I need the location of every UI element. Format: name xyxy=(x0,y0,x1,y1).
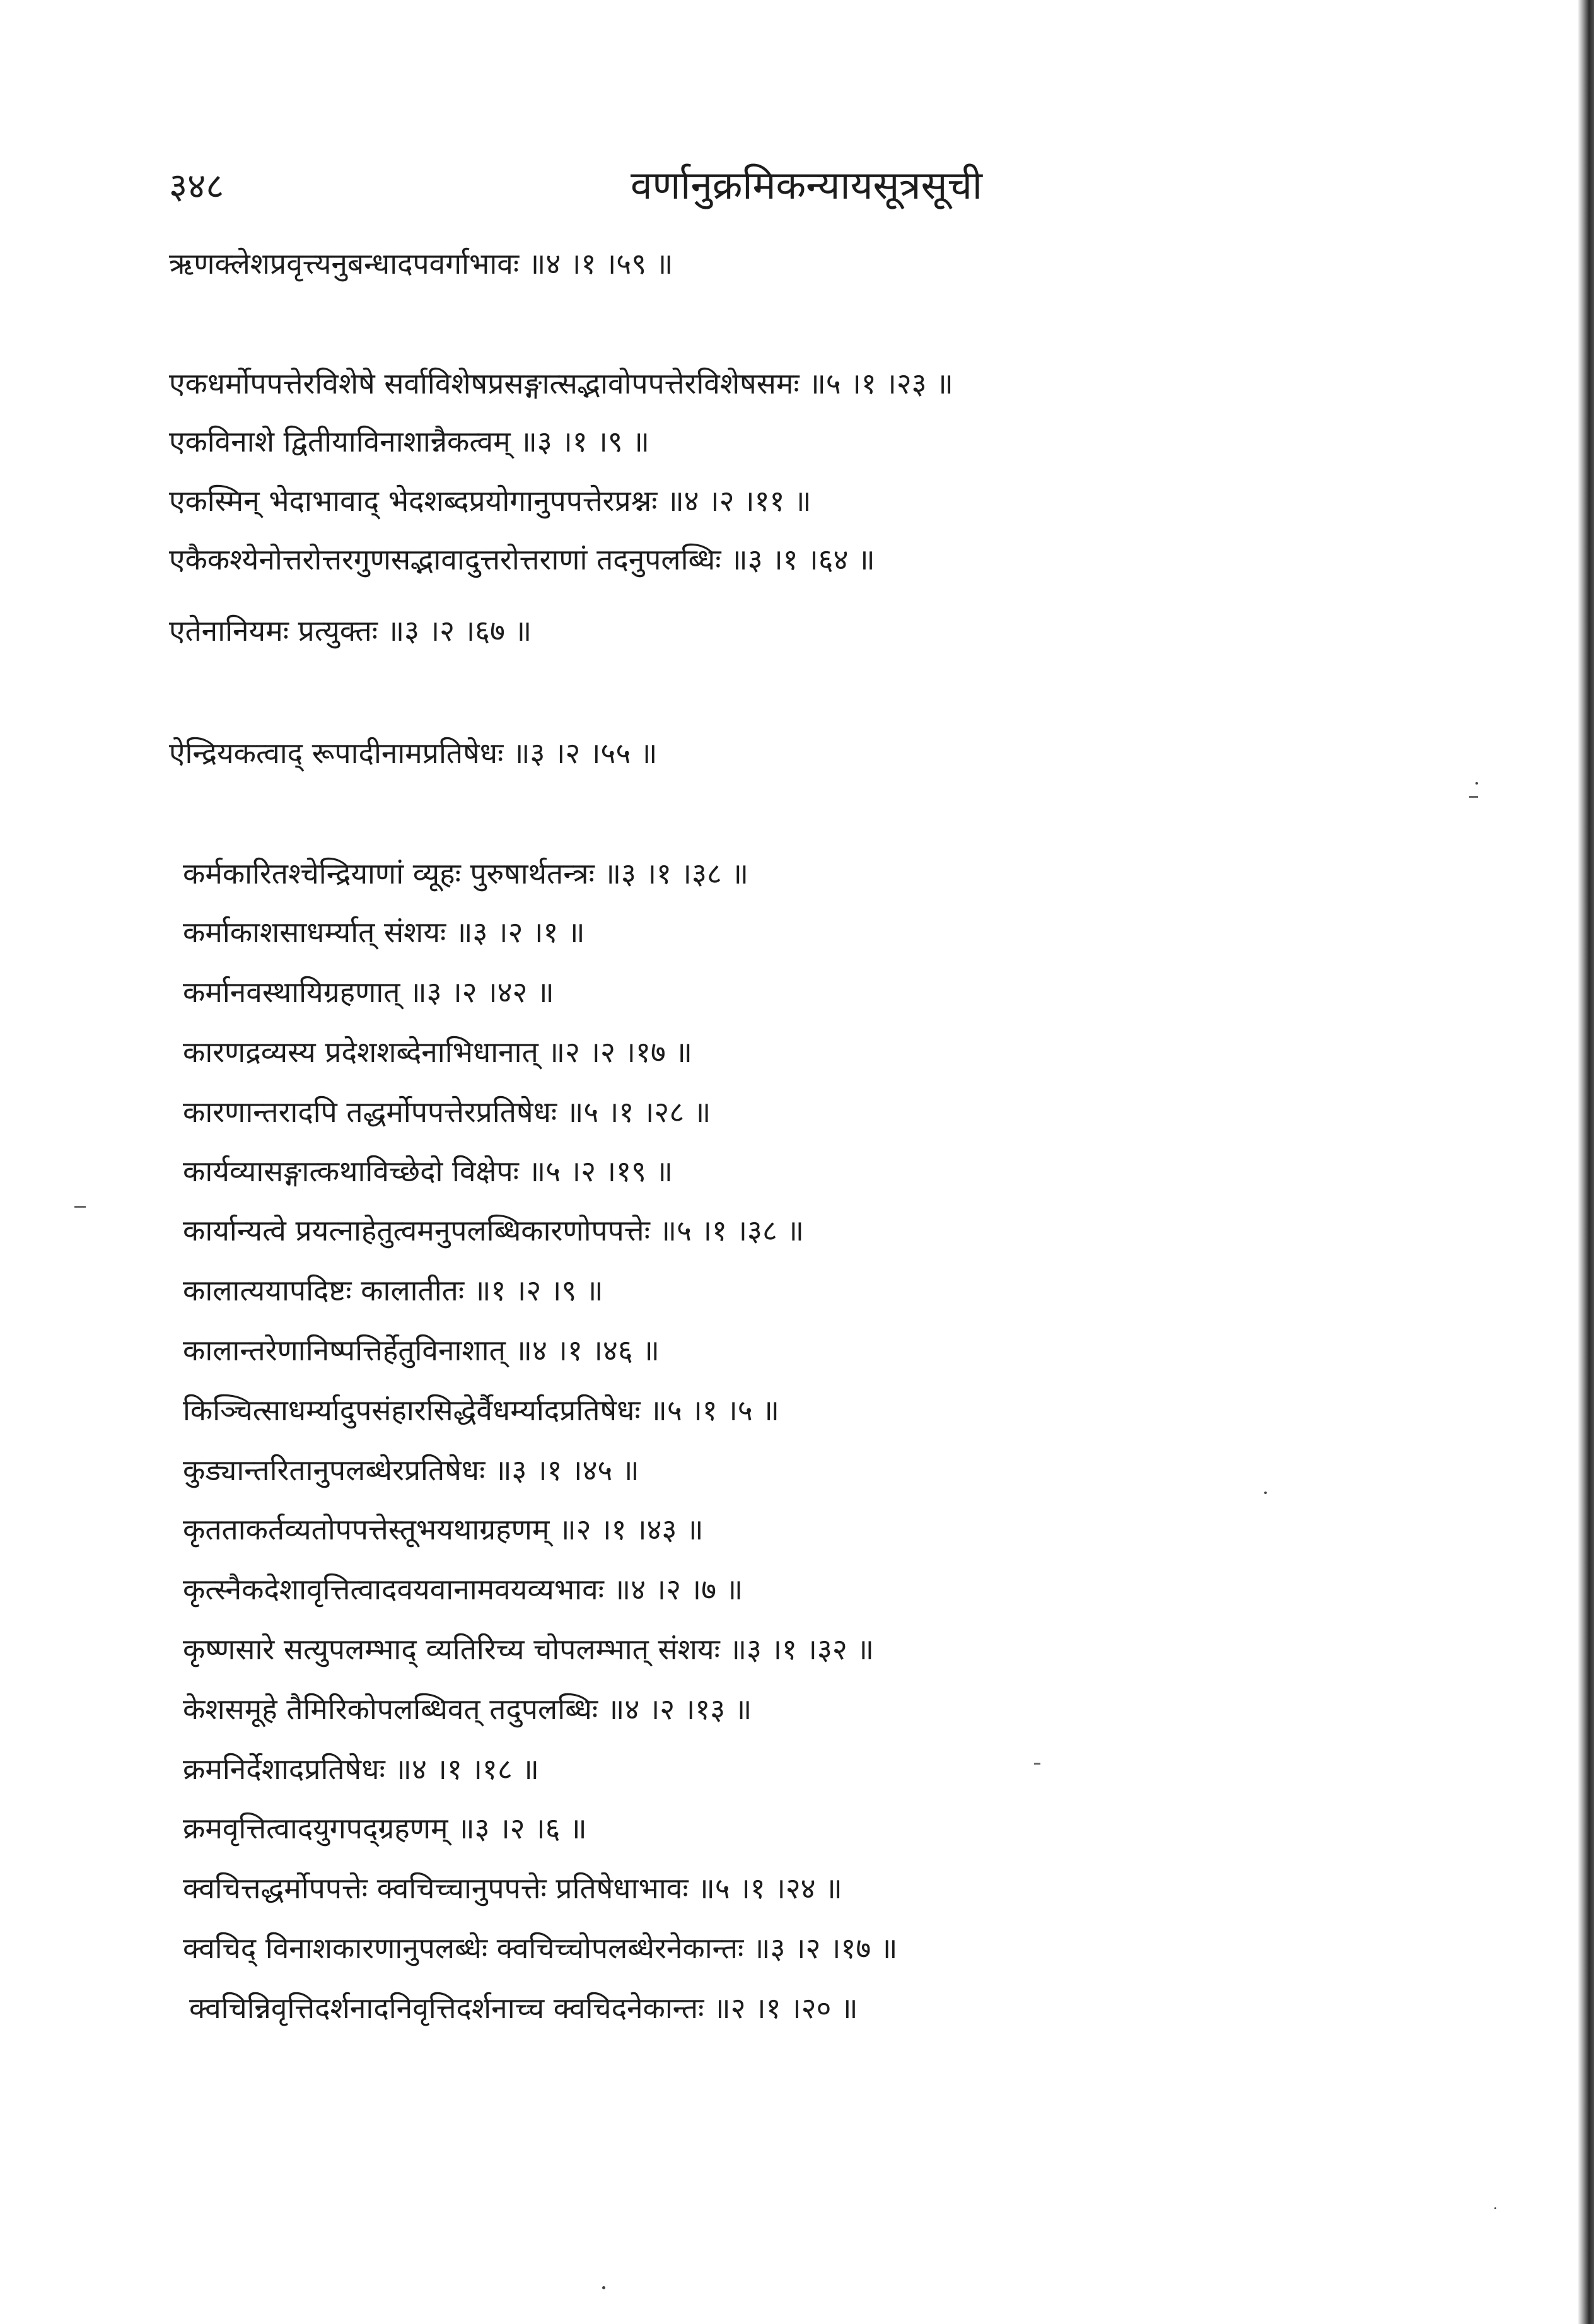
list-item: ऋणक्लेशप्रवृत्त्यनुबन्धादपवर्गाभावः ॥४ ।१ ।५९ ॥ xyxy=(169,247,673,281)
page-title: वर्णानुक्रमिकन्यायसूत्रसूची xyxy=(631,162,982,208)
list-item: क्वचिन्निवृत्तिदर्शनादनिवृत्तिदर्शनाच्च क्वचिदनेकान्तः ॥२ ।१ ।२० ॥ xyxy=(189,1991,858,2025)
list-item: कार्यव्यासङ्गात्कथाविच्छेदो विक्षेपः ॥५ ।२ ।१९ ॥ xyxy=(183,1154,673,1188)
list-item: कालान्तरेणानिष्पत्तिर्हेतुविनाशात् ॥४ ।१ ।४६ ॥ xyxy=(183,1333,660,1367)
scan-speck xyxy=(1264,1492,1267,1494)
list-item: क्वचित्तद्धर्मोपपत्तेः क्वचिच्चानुपपत्तेः प्रतिषेधाभावः ॥५ ।१ ।२४ ॥ xyxy=(183,1871,842,1905)
scan-mark xyxy=(74,1206,86,1208)
scan-edge-shadow xyxy=(1578,0,1594,2324)
list-item: केशसमूहे तैमिरिकोपलब्धिवत् तदुपलब्धिः ॥४ ।२ ।१३ ॥ xyxy=(183,1692,752,1726)
list-item: कार्यान्यत्वे प्रयत्नाहेतुत्वमनुपलब्धिकारणोपपत्तेः ॥५ ।१ ।३८ ॥ xyxy=(183,1213,805,1247)
list-item: क्रमनिर्देशादप्रतिषेधः ॥४ ।१ ।१८ ॥ xyxy=(183,1752,539,1786)
scan-speck xyxy=(1494,2207,1496,2209)
page-number: ३४८ xyxy=(169,166,224,207)
scan-mark xyxy=(1034,1763,1040,1765)
list-item: किञ्चित्साधर्म्यादुपसंहारसिद्धेर्वैधर्म्यादप्रतिषेधः ॥५ ।१ ।५ ॥ xyxy=(183,1393,779,1427)
list-item: एकैकश्येनोत्तरोत्तरगुणसद्भावादुत्तरोत्तराणां तदनुपलब्धिः ॥३ ।१ ।६४ ॥ xyxy=(169,542,875,576)
list-item: कर्मानवस्थायिग्रहणात् ॥३ ।२ ।४२ ॥ xyxy=(183,975,554,1009)
list-item: एकधर्मोपपत्तेरविशेषे सर्वाविशेषप्रसङ्गात्सद्भावोपपत्तेरविशेषसमः ॥५ ।१ ।२३ ॥ xyxy=(169,366,953,400)
list-item: कर्मकारितश्चेन्द्रियाणां व्यूहः पुरुषार्थतन्त्रः ॥३ ।१ ।३८ ॥ xyxy=(183,856,749,890)
list-item: क्रमवृत्तित्वादयुगपद्ग्रहणम् ॥३ ।२ ।६ ॥ xyxy=(183,1811,587,1845)
list-item: कृष्णसारे सत्युपलम्भाद् व्यतिरिच्य चोपलम्भात् संशयः ॥३ ।१ ।३२ ॥ xyxy=(183,1632,874,1666)
list-item: एकविनाशे द्वितीयाविनाशान्नैकत्वम् ॥३ ।१ ।९ ॥ xyxy=(169,424,649,458)
list-item: कारणान्तरादपि तद्धर्मोपपत्तेरप्रतिषेधः ॥५ ।१ ।२८ ॥ xyxy=(183,1095,711,1129)
list-item: एकस्मिन् भेदाभावाद् भेदशब्दप्रयोगानुपपत्तेरप्रश्नः ॥४ ।२ ।११ ॥ xyxy=(169,484,812,518)
list-item: कर्माकाशसाधर्म्यात् संशयः ॥३ ।२ ।१ ॥ xyxy=(183,915,585,949)
list-item: कुड्यान्तरितानुपलब्धेरप्रतिषेधः ॥३ ।१ ।४५ ॥ xyxy=(183,1453,639,1487)
scan-mark xyxy=(1469,796,1478,798)
list-item: कृतताकर्तव्यतोपपत्तेस्तूभयथाग्रहणम् ॥२ ।१ ।४३ ॥ xyxy=(183,1512,704,1546)
list-item: कृत्स्नैकदेशावृत्तित्वादवयवानामवयव्यभावः ॥४ ।२ ।७ ॥ xyxy=(183,1572,743,1606)
list-item: ऐन्द्रियकत्वाद् रूपादीनामप्रतिषेधः ॥३ ।२ ।५५ ॥ xyxy=(169,736,658,770)
list-item: कालात्ययापदिष्टः कालातीतः ॥१ ।२ ।९ ॥ xyxy=(183,1273,603,1307)
list-item: एतेनानियमः प्रत्युक्तः ॥३ ।२ ।६७ ॥ xyxy=(169,614,532,648)
scan-speck xyxy=(602,2286,605,2289)
list-item: क्वचिद् विनाशकारणानुपलब्धेः क्वचिच्चोपलब्धेरनेकान्तः ॥३ ।२ ।१७ ॥ xyxy=(183,1931,898,1965)
scan-speck xyxy=(1475,782,1478,785)
list-item: कारणद्रव्यस्य प्रदेशशब्देनाभिधानात् ॥२ ।२ ।१७ ॥ xyxy=(183,1035,692,1069)
